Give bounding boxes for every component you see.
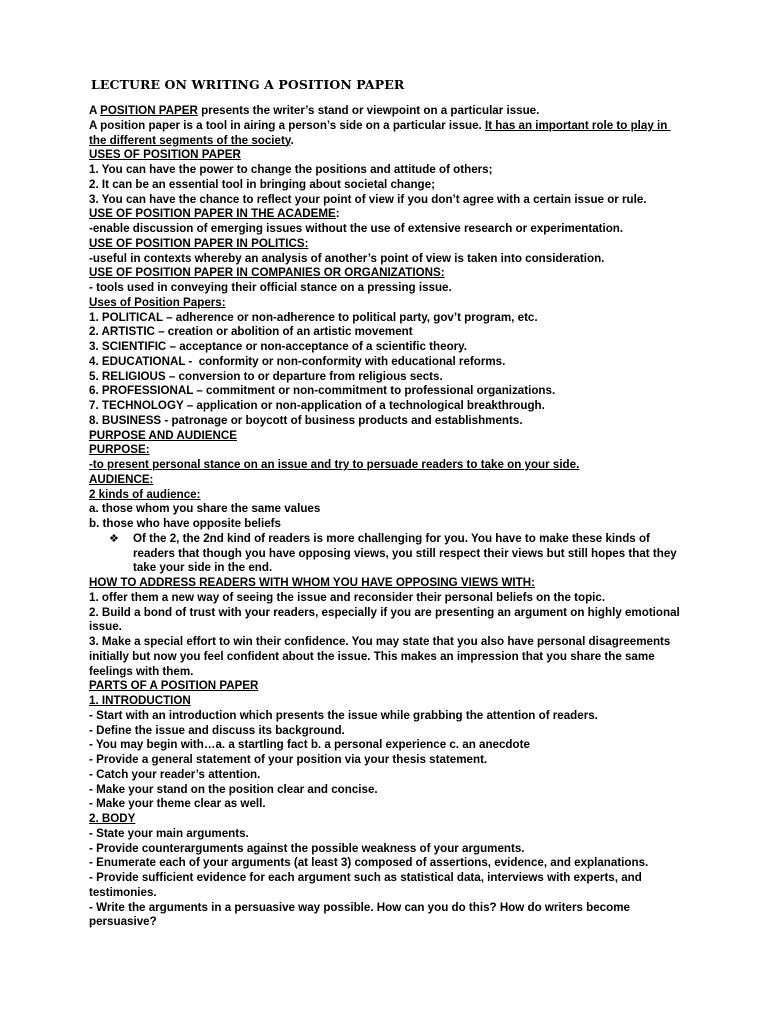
introduction-heading: 1. INTRODUCTION: [89, 694, 191, 707]
list-item: a. those whom you share the same values: [89, 502, 321, 516]
kinds-of-audience-heading: 2 kinds of audience:: [89, 487, 201, 501]
section-heading-address: HOW TO ADDRESS READERS WITH WHOM YOU HAVE OPPOSING VIEWS WITH:: [89, 576, 535, 589]
list-item: 6. PROFESSIONAL – commitment or non-commitment to professional organizations.: [89, 384, 556, 398]
list-item: 1. POLITICAL – adherence or non-adherence to political party, gov’t program, etc.: [89, 310, 538, 324]
academe-text: -enable discussion of emerging issues without the use of extensive research or experimentation.: [89, 222, 624, 235]
list-item: - Start with an introduction which presents the issue while grabbing the attention of readers.: [89, 708, 598, 722]
companies-text: - tools used in conveying their official stance on a pressing issue.: [89, 281, 452, 294]
audience-heading: AUDIENCE:: [89, 472, 154, 486]
document-body: [89, 104, 682, 930]
list-item: - State your main arguments.: [89, 826, 249, 840]
document-title: LECTURE ON WRITING A POSITION PAPER: [91, 77, 405, 92]
list-item: 3. SCIENTIFIC – acceptance or non-acceptance of a scientific theory.: [89, 340, 467, 353]
section-heading-parts: PARTS OF A POSITION PAPER: [89, 679, 259, 693]
list-item: - Make your theme clear as well.: [89, 797, 266, 811]
list-item: 1. offer them a new way of seeing the issue and reconsider their personal beliefs on the topic.: [89, 590, 606, 604]
section-heading-companies: USE OF POSITION PAPER IN COMPANIES OR ORGANIZATIONS:: [89, 266, 445, 280]
section-heading-uses-list: Uses of Position Papers:: [89, 295, 226, 309]
list-item: - Provide a general statement of your position via your thesis statement.: [89, 753, 488, 766]
list-item: 3. Make a special effort to win their confidence. You may state that you also have personal disagreements initially but now you feel confident about the issue. This makes an impression that you share the same feelings with them.: [89, 635, 674, 678]
purpose-heading: PURPOSE:: [89, 443, 150, 457]
list-item: - Catch your reader’s attention.: [89, 767, 261, 781]
list-item: 5. RELIGIOUS – conversion to or departure from religious sects.: [89, 369, 443, 383]
list-item: - Provide counterarguments against the possible weakness of your arguments.: [89, 841, 525, 855]
list-item: b. those who have opposite beliefs: [89, 517, 281, 530]
list-item: - Define the issue and discuss its background.: [89, 723, 345, 737]
purpose-text: -to present personal stance on an issue and try to persuade readers to take on your side.: [89, 458, 580, 471]
list-item: - Make your stand on the position clear and concise.: [89, 782, 378, 796]
intro-paragraph-2: A position paper is a tool in airing a person’s side on a particular issue. It has an important role to play in the different segments of the society.: [89, 118, 671, 147]
section-heading-politics: USE OF POSITION PAPER IN POLITICS:: [89, 236, 309, 250]
list-item: - Enumerate each of your arguments (at least 3) composed of assertions, evidence, and explanations.: [89, 856, 649, 870]
intro-underlined-phrase: It has an important role to play in the different segments of the society: [89, 118, 671, 147]
position-paper-term: POSITION PAPER: [100, 104, 198, 117]
politics-text: -useful in contexts whereby an analysis of another’s point of view is taken into consideration.: [89, 251, 605, 265]
section-heading-purpose-audience: PURPOSE AND AUDIENCE: [89, 428, 237, 442]
section-heading-uses: USES OF POSITION PAPER: [89, 148, 241, 162]
list-item: 7. TECHNOLOGY – application or non-application of a technological breakthrough.: [89, 399, 545, 412]
body-heading: 2. BODY: [89, 812, 136, 825]
diamond-bullet-item: [109, 532, 682, 576]
diamond-bullet-icon: ❖: [109, 531, 119, 545]
list-item: - Write the arguments in a persuasive way possible. How can you do this? How do writers become persuasive?: [89, 900, 634, 929]
list-item: 2. It can be an essential tool in bringing about societal change;: [89, 177, 435, 191]
list-item: - You may begin with…a. a startling fact b. a personal experience c. an anecdote: [89, 738, 530, 752]
list-item: 4. EDUCATIONAL - conformity or non-conformity with educational reforms.: [89, 354, 506, 368]
bullet-text: Of the 2, the 2nd kind of readers is more challenging for you. You have to make these kinds of readers that though you have opposing views, you still respect their views but still hopes that they take your side in the end.: [133, 531, 677, 575]
section-heading-academe: USE OF POSITION PAPER IN THE ACADEME:: [89, 207, 340, 221]
list-item: 8. BUSINESS - patronage or boycott of business products and establishments.: [89, 413, 523, 427]
list-item: 2. ARTISTIC – creation or abolition of an artistic movement: [89, 325, 413, 339]
list-item: 2. Build a bond of trust with your readers, especially if you are presenting an argument on highly emotional issue.: [89, 605, 683, 634]
intro-paragraph-1: A POSITION PAPER presents the writer’s stand or viewpoint on a particular issue.: [89, 104, 540, 117]
list-item: 3. You can have the chance to reflect your point of view if you don’t agree with a certain issue or rule.: [89, 192, 647, 206]
list-item: 1. You can have the power to change the positions and attitude of others;: [89, 163, 493, 176]
list-item: - Provide sufficient evidence for each argument such as statistical data, interviews with experts, and testimonies.: [89, 871, 646, 899]
